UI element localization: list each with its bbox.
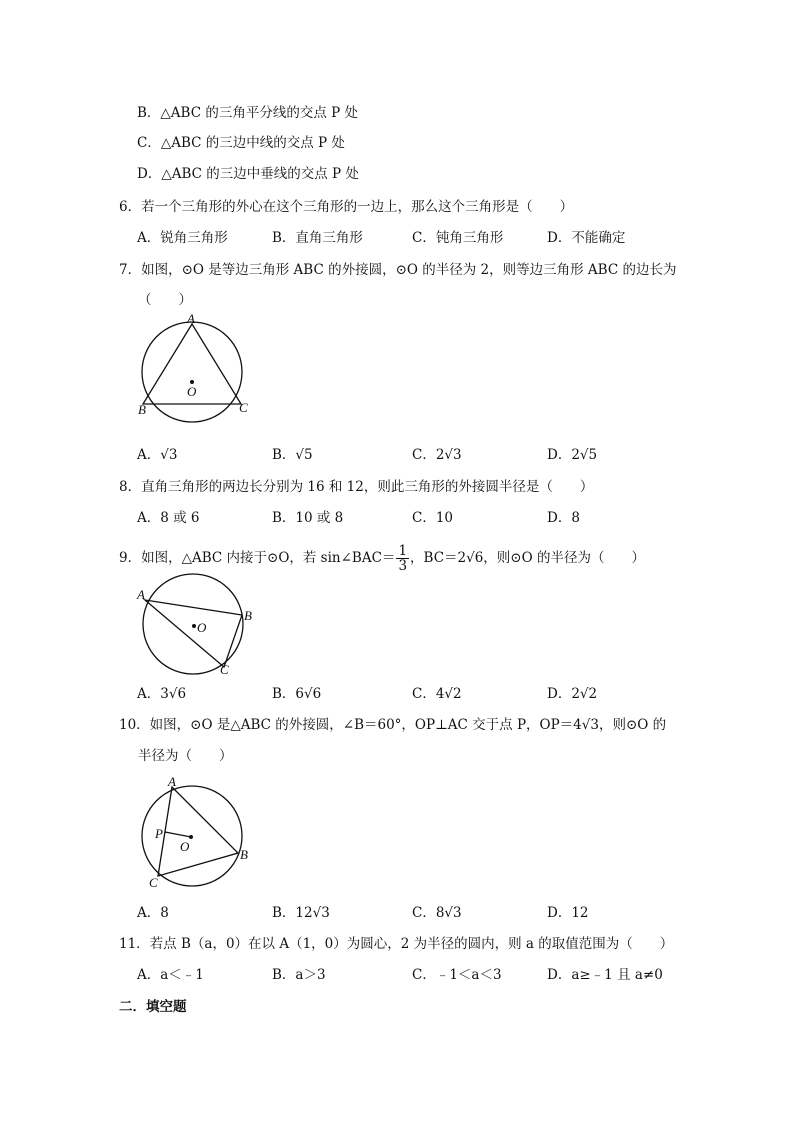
q8-option-d: D．8 xyxy=(547,510,580,526)
q9-label-o: O xyxy=(197,620,207,635)
q10-stem-line1: 10．如图，⊙O 是△ABC 的外接圆，∠B＝60°，OP⊥AC 交于点 P，OP＝4√3，则⊙O 的 xyxy=(119,717,667,733)
q9-label-a: A xyxy=(137,587,145,602)
q10-label-b: B xyxy=(240,847,248,862)
q5-option-b: B．△ABC 的三角平分线的交点 P 处 xyxy=(137,105,359,121)
q6-option-a: A．锐角三角形 xyxy=(137,230,228,246)
q10-figure xyxy=(138,776,268,891)
q9-fraction-numerator: 1 xyxy=(398,543,408,559)
q10-option-b: B．12√3 xyxy=(272,905,330,921)
q9-label-c: C xyxy=(220,662,229,677)
q10-label-a: A xyxy=(168,774,176,789)
q7-label-a: A xyxy=(187,311,195,326)
q9-stem xyxy=(119,540,645,576)
q10-label-o: O xyxy=(180,839,190,854)
q9-option-c: C．4√2 xyxy=(412,686,462,702)
q9-fraction-denominator: 3 xyxy=(398,558,408,574)
q9-option-b: B．6√6 xyxy=(272,686,322,702)
q7-option-d: D．2√5 xyxy=(547,447,598,463)
q7-label-b: B xyxy=(138,402,146,417)
q8-stem: 8．直角三角形的两边长分别为 16 和 12，则此三角形的外接圆半径是（ ） xyxy=(119,479,594,495)
q6-stem: 6．若一个三角形的外心在这个三角形的一边上，那么这个三角形是（ ） xyxy=(119,199,574,215)
q6-option-d: D．不能确定 xyxy=(547,230,626,246)
q9-label-b: B xyxy=(244,608,252,623)
section-2-title: 二．填空题 xyxy=(119,999,187,1015)
q7-label-c: C xyxy=(239,400,248,415)
q7-option-a: A．√3 xyxy=(137,447,178,463)
q9-fraction xyxy=(396,544,409,573)
q10-stem-line2: 半径为（ ） xyxy=(138,748,233,764)
q10-triangle xyxy=(158,787,238,876)
q7-stem-line1: 7．如图，⊙O 是等边三角形 ABC 的外接圆，⊙O 的半径为 2，则等边三角形 ABC 的边长为 xyxy=(119,262,677,278)
q9-stem-part2: ，BC＝2√6，则⊙O 的半径为（ ） xyxy=(410,550,645,566)
q7-stem-line2: （ ） xyxy=(138,292,192,308)
q8-option-a: A．8 或 6 xyxy=(137,510,200,526)
q10-option-c: C．8√3 xyxy=(412,905,462,921)
q7-option-c: C．2√3 xyxy=(412,447,462,463)
q9-option-d: D．2√2 xyxy=(547,686,598,702)
q7-option-b: B．√5 xyxy=(272,447,313,463)
q11-option-d: D．a≥﹣1 且 a≠0 xyxy=(547,967,663,983)
q10-label-c: C xyxy=(149,875,158,890)
q10-option-d: D．12 xyxy=(547,905,589,921)
q6-option-b: B．直角三角形 xyxy=(272,230,363,246)
q10-option-a: A．8 xyxy=(137,905,169,921)
q8-option-b: B．10 或 8 xyxy=(272,510,344,526)
q11-option-c: C．﹣1＜a＜3 xyxy=(412,967,502,983)
q9-circle xyxy=(143,574,243,674)
q9-figure xyxy=(130,572,260,682)
q11-option-b: B．a＞3 xyxy=(272,967,326,983)
q7-label-o: O xyxy=(187,384,197,399)
q10-label-p: P xyxy=(155,826,163,841)
q8-option-c: C．10 xyxy=(412,510,454,526)
q5-option-d: D．△ABC 的三边中垂线的交点 P 处 xyxy=(137,166,359,182)
q11-option-a: A．a＜﹣1 xyxy=(137,967,204,983)
q6-option-c: C．钝角三角形 xyxy=(412,230,504,246)
q9-option-a: A．3√6 xyxy=(137,686,187,702)
q9-center-dot xyxy=(192,624,196,628)
q9-stem-part1: 9．如图，△ABC 内接于⊙O，若 sin∠BAC＝ xyxy=(119,550,396,566)
q10-center-dot xyxy=(189,835,193,839)
q10-segment-op xyxy=(165,832,191,837)
q7-circle xyxy=(142,322,242,422)
q9-triangle xyxy=(145,600,242,667)
q5-option-c: C．△ABC 的三边中线的交点 P 处 xyxy=(137,135,345,151)
q7-figure xyxy=(128,312,258,422)
q11-stem: 11．若点 B（a，0）在以 A（1，0）为圆心，2 为半径的圆内，则 a 的取值范围为（ ） xyxy=(119,936,674,952)
